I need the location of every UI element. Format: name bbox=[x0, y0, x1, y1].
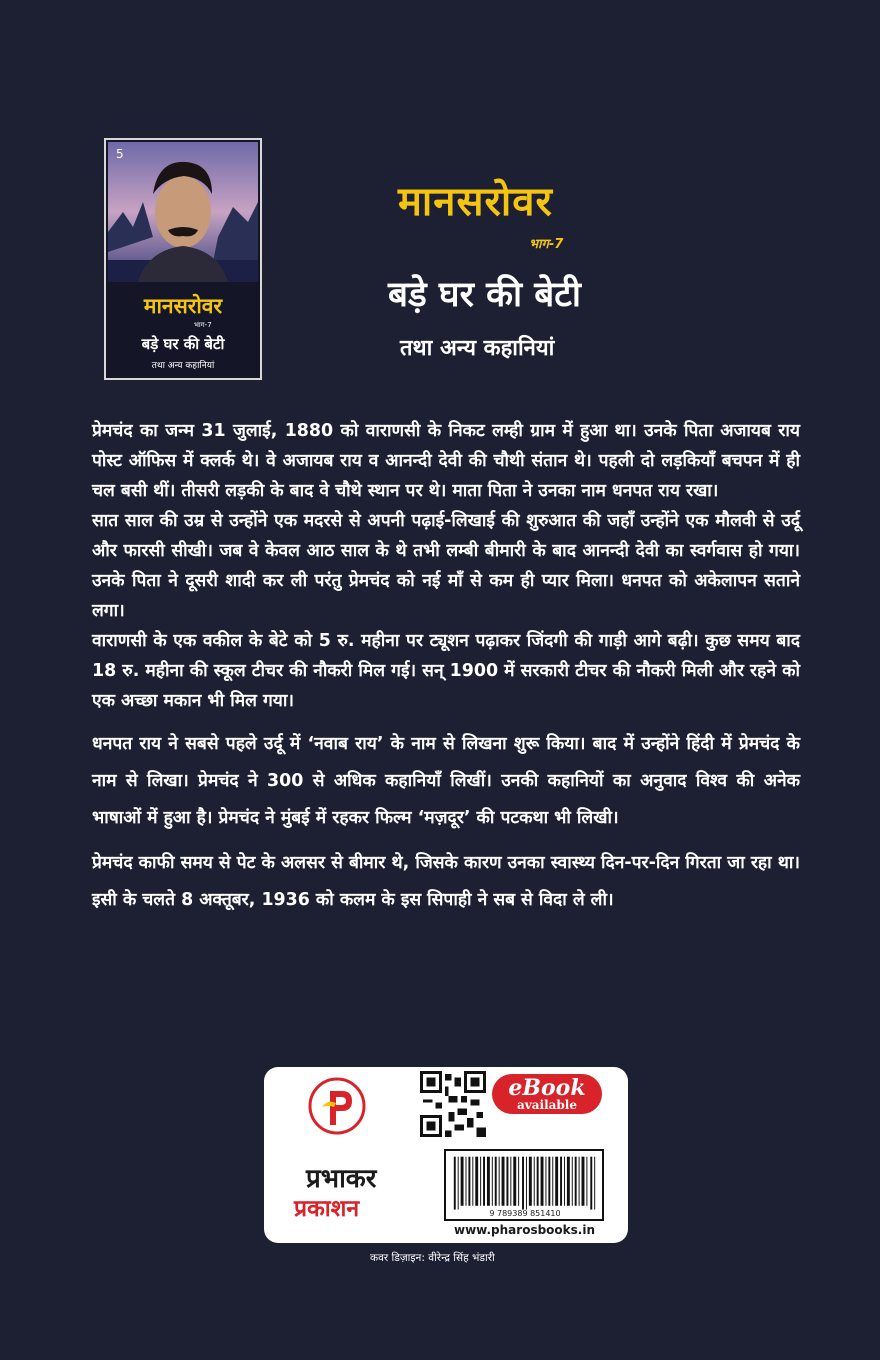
bio-paragraph: प्रेमचंद काफी समय से पेट के अलसर से बीमार थे, जिसके कारण उनका स्वास्थ्य दिन-पर-दिन गिरता जा रहा था। इसी के चलते 8 अक्तूबर, 1936 को कलम के इस सिपाही ने सब से विदा ले ली। bbox=[92, 853, 800, 910]
publisher-website[interactable]: www.pharosbooks.in bbox=[454, 1223, 595, 1237]
book-part: भाग-7 bbox=[529, 237, 564, 252]
bio-paragraph: धनपत राय ने सबसे पहले उर्दू में ‘नवाब राय’ के नाम से लिखना शुरू किया। बाद में उन्होंने हिंदी में प्रेमचंद के नाम से लिखा। प्रेमचंद ने 300 से अधिक कहानियाँ लिखीं। उनकी कहानियों का अनुवाद विश्व की अनेक भाषाओं में हुआ है। प्रेमचंद ने मुंबई में रहकर फिल्म ‘मज़दूर’ की पटकथा भी लिखी। bbox=[92, 734, 800, 828]
book-title: मानसरोवर bbox=[398, 179, 553, 225]
publisher-logo-icon bbox=[308, 1077, 366, 1135]
author-portrait-image bbox=[108, 142, 258, 282]
thumbnail-title: मानसरोवर bbox=[143, 294, 223, 318]
ebook-available-badge[interactable] bbox=[492, 1074, 602, 1114]
front-cover-thumbnail bbox=[104, 138, 262, 380]
bio-paragraph: वाराणसी के एक वकील के बेटे को 5 रु. महीना पर ट्यूशन पढ़ाकर जिंदगी की गाड़ी आगे बढ़ी। कुछ समय बाद 18 रु. महीना की स्कूल टीचर की नौकरी मिल गई। सन् 1900 में सरकारी टीचर की नौकरी मिली और रहने को एक अच्छा मकान भी मिल गया। bbox=[92, 631, 800, 711]
bio-paragraph: प्रेमचंद का जन्म 31 जुलाई, 1880 को वाराणसी के निकट लम्ही ग्राम में हुआ था। उनके पिता अजायब राय पोस्ट ऑफिस में क्लर्क थे। वे अजायब राय व आनन्दी देवी की चौथी संतान थे। पहली दो लड़कियाँ बचपन में ही चल बसी थीं। तीसरी लड़की के बाद वे चौथे स्थान पर थे। माता पिता ने उनका नाम धनपत राय रखा। bbox=[92, 421, 800, 501]
thumbnail-corner-mark: 5 bbox=[116, 147, 124, 161]
thumbnail-part: भाग-7 bbox=[194, 321, 212, 329]
publisher-panel bbox=[264, 1067, 628, 1243]
book-subtitle: बड़े घर की बेटी bbox=[388, 275, 581, 315]
book-tagline: तथा अन्य कहानियां bbox=[400, 336, 555, 361]
ebook-available-label: available bbox=[517, 1098, 577, 1112]
thumbnail-tagline: तथा अन्य कहानियां bbox=[151, 361, 215, 371]
cover-design-credit: कवर डिज़ाइन: वीरेन्द्र सिंह भंडारी bbox=[370, 1252, 495, 1264]
qr-code-icon[interactable] bbox=[420, 1071, 486, 1137]
publisher-logo-letter: P bbox=[337, 1133, 338, 1134]
author-biography bbox=[92, 416, 800, 919]
publisher-name-line1: प्रभाकर bbox=[306, 1164, 377, 1194]
publisher-name-line2: प्रकाशन bbox=[294, 1196, 360, 1222]
isbn-number: 9 789389 851410 bbox=[489, 1209, 561, 1218]
ebook-label: eBook bbox=[508, 1075, 586, 1101]
bio-paragraph: सात साल की उम्र से उन्होंने एक मदरसे से अपनी पढ़ाई-लिखाई की शुरुआत की जहाँ उन्होंने एक मौलवी से उर्दू और फारसी सीखी। जब वे केवल आठ साल के थे तभी लम्बी बीमारी के बाद आनन्दी देवी का स्वर्गवास हो गया। उनके पिता ने दूसरी शादी कर ली परंतु प्रेमचंद को नई माँ से कम ही प्यार मिला। धनपत को अकेलापन सताने लगा। bbox=[92, 511, 800, 621]
thumbnail-subtitle: बड़े घर की बेटी bbox=[141, 335, 225, 353]
